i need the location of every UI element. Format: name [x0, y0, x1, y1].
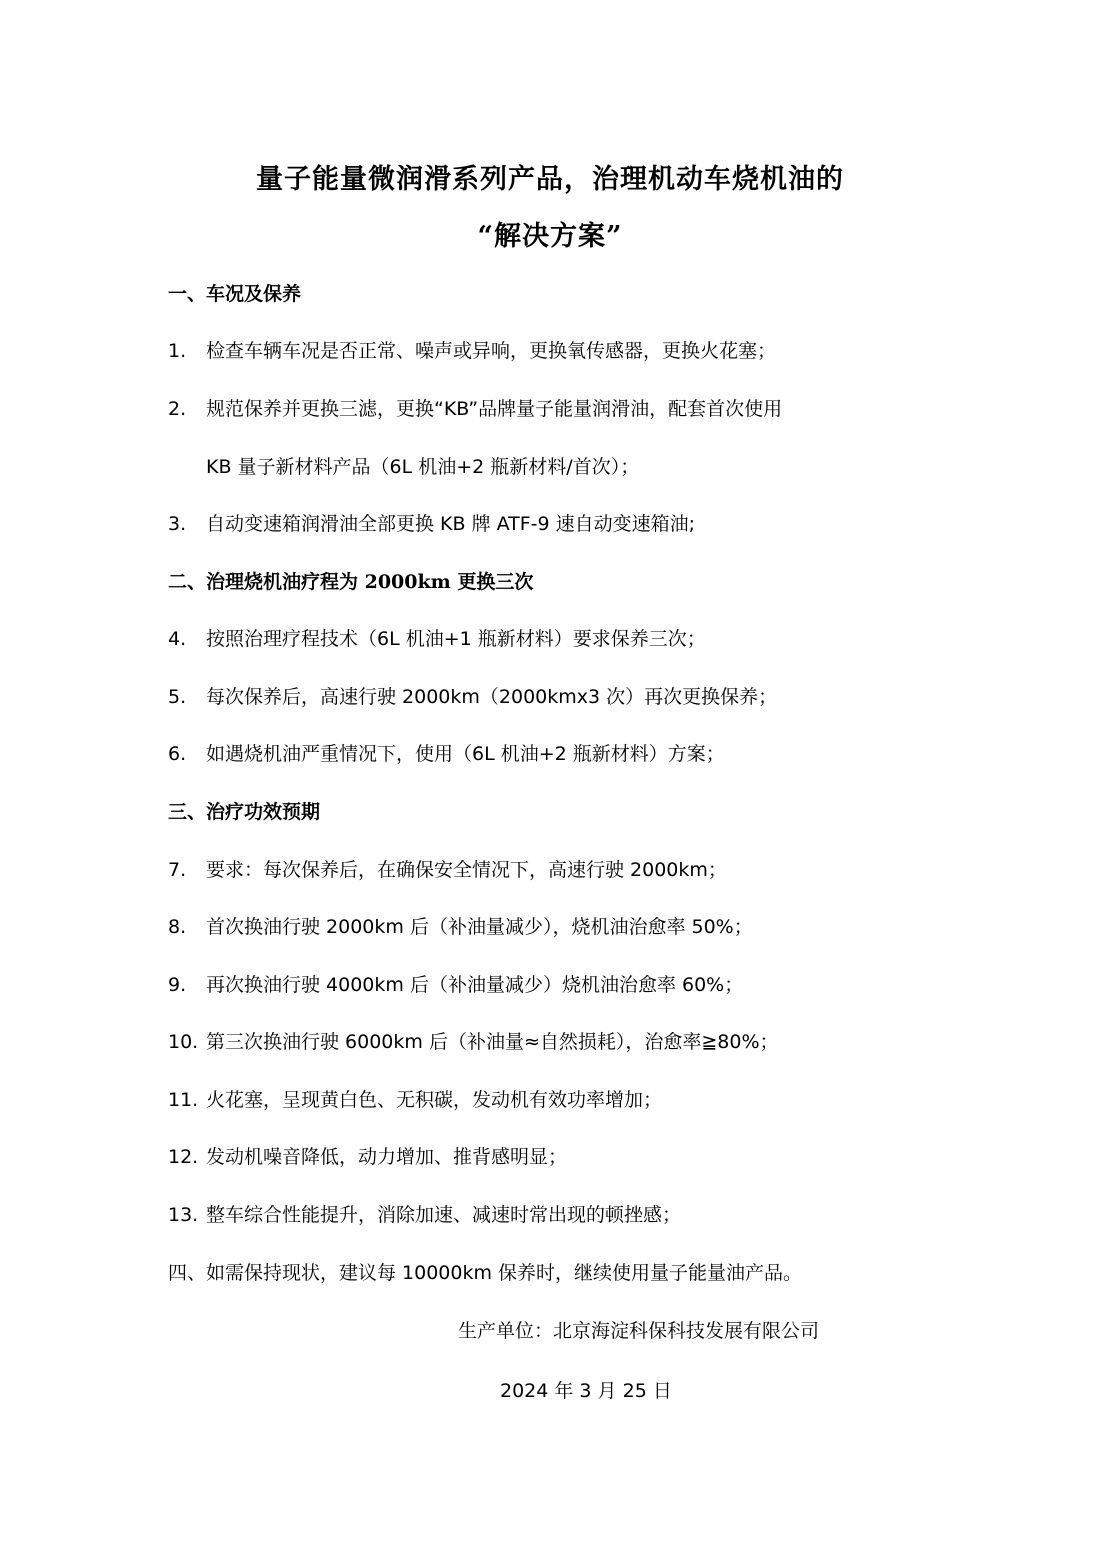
- item-number: 3.: [168, 513, 187, 535]
- item-text: 规范保养并更换三滤，更换“KB”品牌量子能量润滑油，配套首次使用: [206, 398, 783, 420]
- list-item-3: [168, 509, 695, 536]
- list-item-8: [168, 912, 753, 939]
- item-text: 整车综合性能提升，消除加速、减速时常出现的顿挫感；: [206, 1204, 682, 1226]
- item-number: 9.: [168, 974, 187, 996]
- list-item-10: [168, 1027, 779, 1054]
- item-text: 要求：每次保养后，在确保安全情况下，高速行驶 2000km；: [206, 859, 727, 881]
- item-number: 4.: [168, 628, 187, 650]
- list-item-12: [168, 1142, 567, 1169]
- list-item-13: [168, 1200, 681, 1227]
- item-number: 13.: [168, 1204, 199, 1226]
- list-item-5: [168, 682, 777, 709]
- item-number: 10.: [168, 1031, 199, 1053]
- list-item-4: [168, 624, 706, 651]
- section-heading-1: 一、车况及保养: [168, 283, 302, 305]
- list-item-7: [168, 855, 727, 882]
- list-item-2-continuation: KB 量子新材料产品（6L 机油+2 瓶新材料/首次）；: [206, 456, 640, 478]
- item-number: 1.: [168, 340, 187, 362]
- item-text: 首次换油行驶 2000km 后（补油量减少），烧机油治愈率 50%；: [206, 916, 753, 938]
- item-text: 如遇烧机油严重情况下，使用（6L 机油+2 瓶新材料）方案；: [206, 743, 725, 765]
- document-date: 2024 年 3 月 25 日: [500, 1380, 672, 1402]
- list-item-11: [168, 1085, 662, 1112]
- section-heading-2: 二、治理烧机油疗程为 2000km 更换三次: [168, 571, 534, 593]
- document-title-line2: “解决方案”: [477, 221, 623, 252]
- list-item-9: [168, 970, 743, 997]
- item-number: 11.: [168, 1089, 199, 1111]
- item-text: 按照治理疗程技术（6L 机油+1 瓶新材料）要求保养三次；: [206, 628, 706, 650]
- list-item-1: [168, 336, 776, 363]
- item-text: 发动机噪音降低，动力增加、推背感明显；: [206, 1146, 568, 1168]
- section-4-text: 四、如需保持现状，建议每 10000km 保养时，继续使用量子能量油产品。: [168, 1262, 803, 1284]
- item-text: 检查车辆车况是否正常、噪声或异响，更换氧传感器，更换火花塞；: [206, 340, 777, 362]
- section-heading-3: 三、治疗功效预期: [168, 801, 321, 823]
- item-number: 2.: [168, 398, 187, 420]
- item-number: 8.: [168, 916, 187, 938]
- item-number: 7.: [168, 859, 187, 881]
- item-text: 再次换油行驶 4000km 后（补油量减少）烧机油治愈率 60%；: [206, 974, 744, 996]
- item-number: 5.: [168, 686, 187, 708]
- item-text: 自动变速箱润滑油全部更换 KB 牌 ATF-9 速自动变速箱油;: [206, 513, 696, 535]
- list-item-6: [168, 739, 725, 766]
- item-number: 6.: [168, 743, 187, 765]
- producer-signature: 生产单位：北京海淀科保科技发展有限公司: [458, 1320, 820, 1342]
- item-text: 火花塞，呈现黄白色、无积碳，发动机有效功率增加；: [206, 1089, 663, 1111]
- item-number: 12.: [168, 1146, 199, 1168]
- item-text: 每次保养后，高速行驶 2000km（2000kmx3 次）再次更换保养；: [206, 686, 778, 708]
- document-title-line1: 量子能量微润滑系列产品，治理机动车烧机油的: [256, 164, 844, 195]
- list-item-2: [168, 394, 782, 421]
- item-text: 第三次换油行驶 6000km 后（补油量≈自然损耗），治愈率≧80%；: [206, 1031, 779, 1053]
